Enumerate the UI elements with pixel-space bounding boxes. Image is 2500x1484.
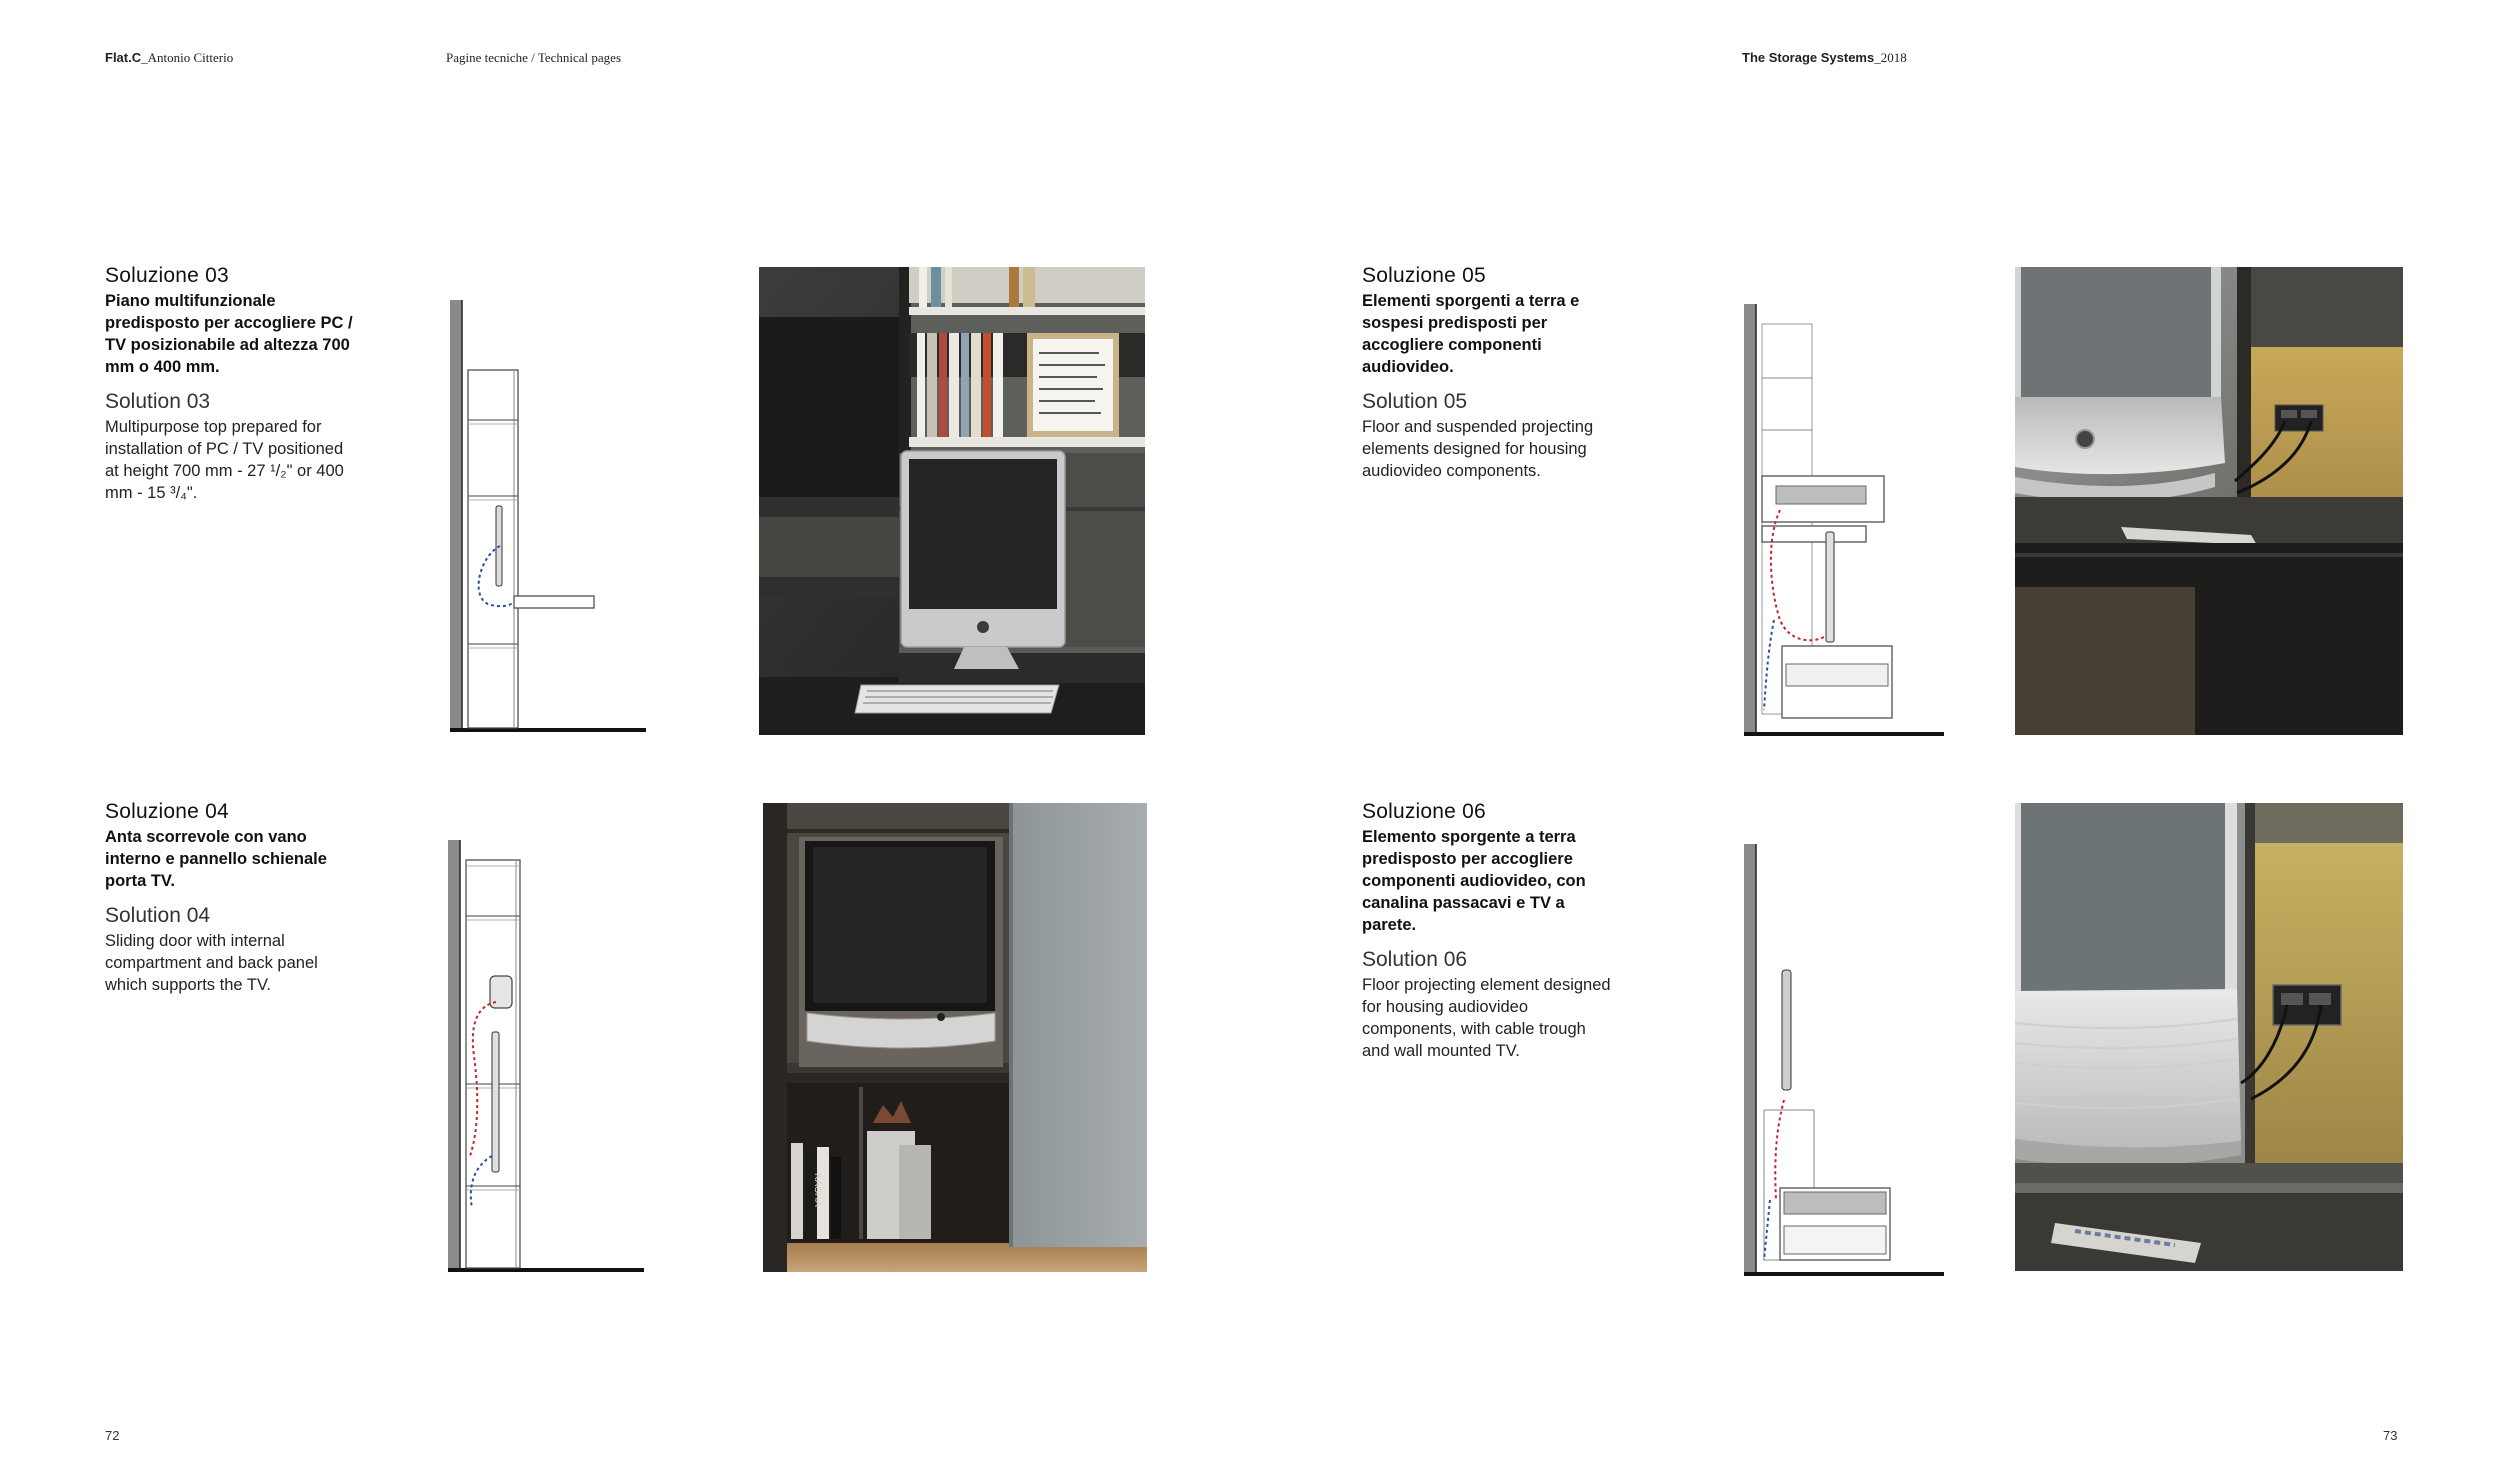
page-number-right: 73 <box>2383 1428 2398 1443</box>
collection-name: The Storage Systems <box>1742 50 1875 65</box>
solution-title-it: Soluzione 05 <box>1362 264 1486 287</box>
solution-title-it: Soluzione 06 <box>1362 800 1486 823</box>
solution-04-drawing <box>440 836 660 1276</box>
solution-title-it: Soluzione 03 <box>105 264 229 287</box>
solution-desc-it: Elemento sporgente a terra predisposto per accogliere componenti audiovideo, con canalina passacavi e TV a parete. <box>1362 828 1586 934</box>
solution-title-en: Solution 03 <box>105 390 211 413</box>
solution-05-photo <box>2015 267 2403 735</box>
solution-06-photo <box>2015 803 2403 1271</box>
solution-06-text <box>1362 800 1612 1062</box>
header-right <box>1742 50 1907 66</box>
book-spine-text: KASHA <box>812 1173 823 1207</box>
solution-03-drawing <box>440 296 660 736</box>
author-name: _Antonio Citterio <box>141 50 234 65</box>
solution-06-drawing <box>1740 840 1960 1280</box>
solution-title-en: Solution 05 <box>1362 390 1468 413</box>
solution-04-text <box>105 800 355 996</box>
solution-desc-it: Elementi sporgenti a terra e sospesi predisposti per accogliere componenti audiovideo. <box>1362 292 1580 376</box>
page-number-left: 72 <box>105 1428 120 1443</box>
solution-desc-en: Sliding door with internal compartment and back panel which supports the TV. <box>105 932 318 994</box>
solution-05-text <box>1362 264 1612 482</box>
solution-03-photo <box>759 267 1145 735</box>
brand-name: Flat.C <box>105 50 142 65</box>
solution-desc-it: Piano multifunzionale predisposto per accogliere PC / TV posizionabile ad altezza 700 mm o 400 mm. <box>105 292 353 376</box>
solution-desc-en: Multipurpose top prepared for installation of PC / TV positioned at height 700 mm - 27 ¹/₂" or 400 mm - 15 ³/₄". <box>105 418 344 502</box>
solution-03-text <box>105 264 355 504</box>
solution-title-en: Solution 04 <box>105 904 211 927</box>
solution-title-it: Soluzione 04 <box>105 800 229 823</box>
collection-year: _2018 <box>1874 50 1907 65</box>
solution-desc-it: Anta scorrevole con vano interno e pannello schienale porta TV. <box>105 828 327 890</box>
solution-desc-en: Floor projecting element designed for housing audiovideo components, with cable trough and wall mounted TV. <box>1362 976 1611 1060</box>
section-title: Pagine tecniche / Technical pages <box>446 50 621 65</box>
solution-05-drawing <box>1740 300 1960 740</box>
header-left <box>105 50 233 66</box>
solution-title-en: Solution 06 <box>1362 948 1468 971</box>
solution-04-photo <box>763 803 1147 1272</box>
solution-desc-en: Floor and suspended projecting elements designed for housing audiovideo components. <box>1362 418 1594 480</box>
